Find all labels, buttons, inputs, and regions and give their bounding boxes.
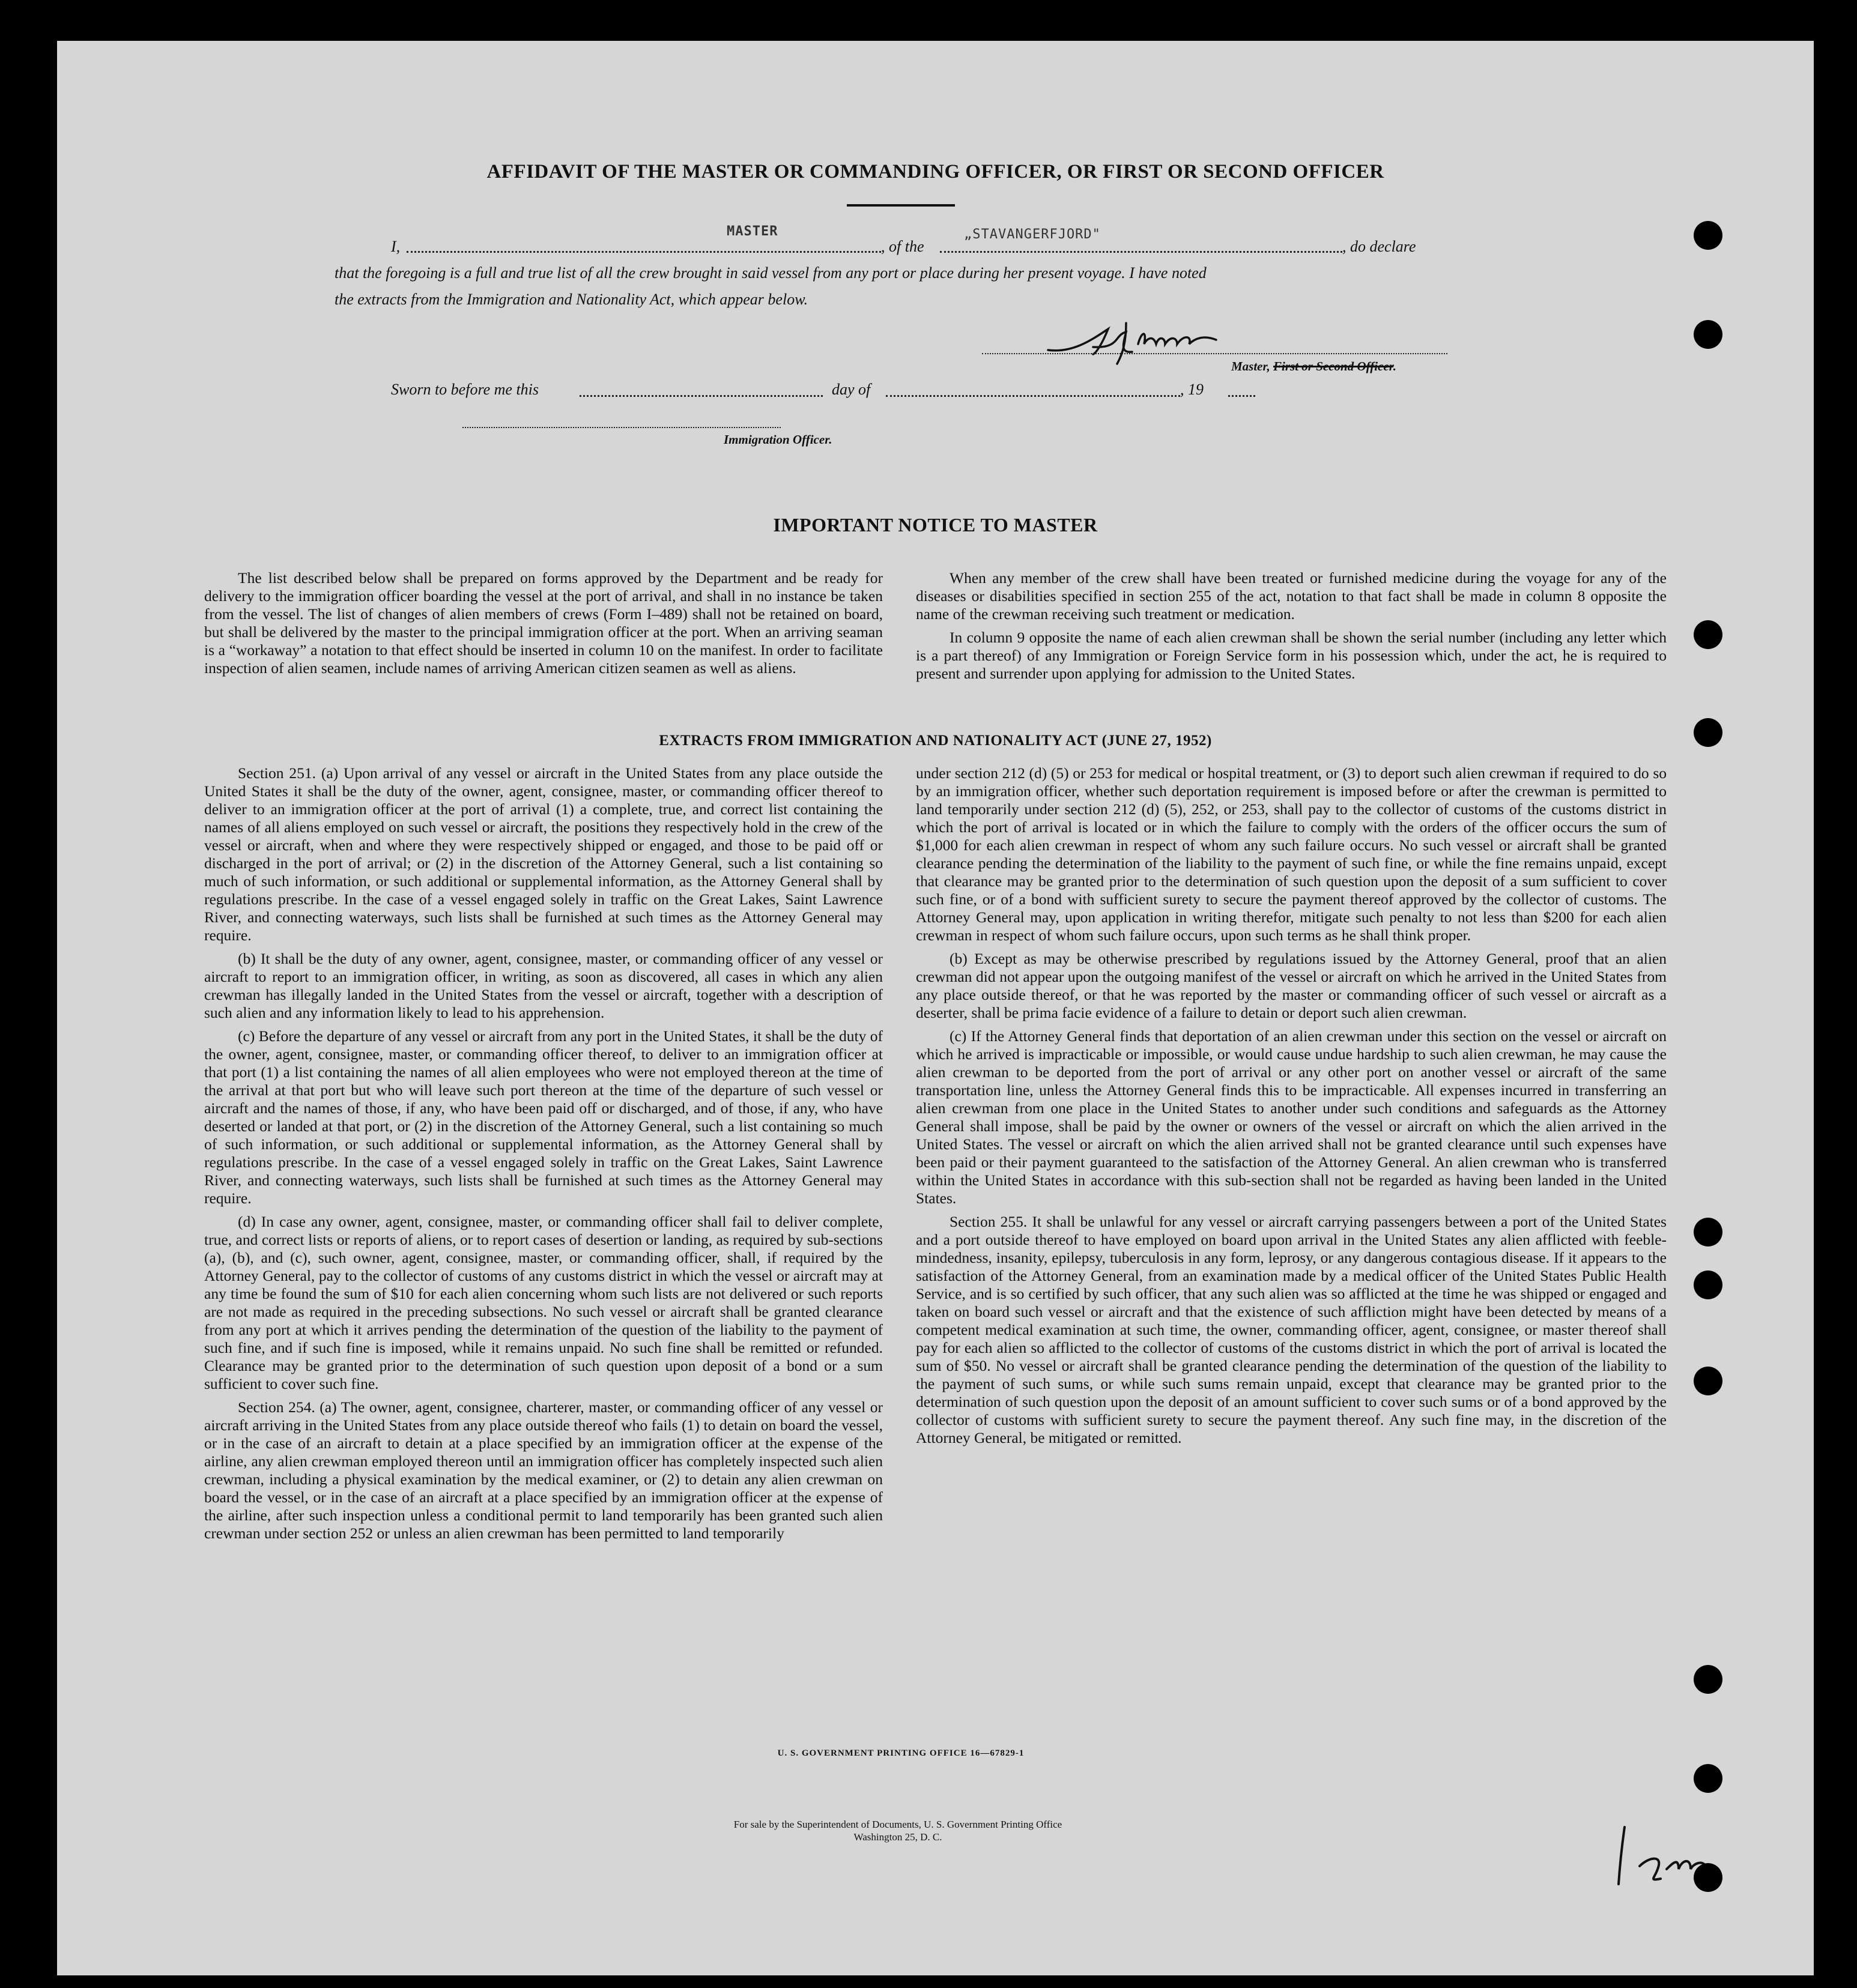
punch-hole <box>1694 620 1722 649</box>
rank-stamp: MASTER <box>727 224 778 239</box>
immigration-officer-label: Immigration Officer. <box>724 432 832 447</box>
sworn-month-blank[interactable] <box>886 395 1180 397</box>
extracts-title: EXTRACTS FROM IMMIGRATION AND NATIONALITY ACT (JUNE 27, 1952) <box>659 733 1212 749</box>
punch-hole <box>1694 1863 1722 1892</box>
declare-suffix: , do declare <box>1342 238 1416 255</box>
declarant-name-blank[interactable] <box>407 251 881 253</box>
signature-role-struck: First or Second Officer <box>1273 359 1393 373</box>
signature-role-suffix: . <box>1393 359 1396 373</box>
sworn-year-blank[interactable] <box>1228 395 1255 397</box>
section-254a-continued: under section 212 (d) (5) or 253 for medical or hospital treatment, or (3) to deport such alien crewman if required to do so by an immigration officer, whether such deportation requirement is imposed before or after the crewman is permitted to land temporarily under section 212 (d) (5), 252, or 253, shall pay to the collector of customs of the customs district in which the port of arrival is located or in which the failure to comply with the orders of the officer occurs the sum of $1,000 for each alien crewman in respect of whom any such failure occurs. No such vessel or aircraft shall be granted clearance pending the determination of the liability to the payment of such fine, or while the fine remains unpaid, except that clearance may be granted prior to the determination of such question upon the deposit of a sum sufficient to cover such fine, or of a bond with sufficient surety to secure the payment thereof approved by the collector of customs. The Attorney General may, upon application in writing therefor, mitigate such penalty to not less than $200 for each alien crewman in respect of whom such failure occurs, upon such terms as he shall think proper. <box>916 764 1667 944</box>
section-251c: (c) Before the departure of any vessel or aircraft from any port in the United States, it shall be the duty of the owner, agent, consignee, master, or commanding officer thereof, to deliver to an immigration officer at that port (1) a list containing the names of all alien employees who were not employed thereon at the time of the arrival at that port but who will leave such port thereon at the time of the departure of such vessel or aircraft and the names of those, if any, who have been paid off or discharged, and of those, if any, who have deserted or landed at that port, or (2) in the discretion of the Attorney General, such a list containing so much of such information, or such additional or supplemental information, as the Attorney General shall by regulations prescribe. In the case of a vessel engaged solely in traffic on the Great Lakes, Saint Lawrence River, and connecting waterways, such lists shall be furnished at such times as the Attorney General may require. <box>204 1027 883 1207</box>
signature-line <box>982 353 1447 354</box>
section-251d: (d) In case any owner, agent, consignee, master, or commanding officer shall fail to deliver complete, true, and correct lists or reports of aliens, or to report cases of desertion or landing, as required by sub-sections (a), (b), and (c), such owner, agent, consignee, master, or commanding officer, shall, if required by the Attorney General, pay to the collector of customs of any customs district in which the vessel or aircraft may at any time be found the sum of $10 for each alien concerning whom such lists are not delivered or such reports are not made as required in the preceding subsections. No such vessel or aircraft shall be granted clearance from any port at which it arrives pending the determination of the question of the liability to the payment of such fine, and if such fine is imposed, while it remains unpaid. No such fine shall be remitted or refunded. Clearance may be granted prior to the determination of such question upon deposit of a bond or a sum sufficient to cover such fine. <box>204 1213 883 1392</box>
notice-left-paragraph: The list described below shall be prepared on forms approved by the Department and be ready for delivery to the immigration officer boarding the vessel at the port of arrival, and shall in no instance be taken from the vessel. The list of changes of alien members of crews (Form I–489) shall not be retained on board, but shall be delivered by the master to the principal immigration officer at the port. When an arriving seaman is a “workaway” a notation to that effect should be inserted in column 10 on the manifest. In order to facilitate inspection of alien seamen, include names of arriving American citizen seamen as well as aliens. <box>204 569 883 677</box>
notice-right-column <box>916 569 1667 688</box>
sworn-date-blank[interactable] <box>580 395 823 397</box>
vessel-prefix: , of the <box>881 238 924 255</box>
punch-hole <box>1694 1764 1722 1793</box>
immigration-officer-line[interactable] <box>462 427 781 428</box>
sale-notice-line2: Washington 25, D. C. <box>853 1831 942 1843</box>
punch-hole <box>1694 1665 1722 1694</box>
affidavit-statement-line2: the extracts from the Immigration and Nationality Act, which appear below. <box>335 291 808 308</box>
affidavit-statement-line1: that the foregoing is a full and true list of all the crew brought in said vessel from any port or place during her present voyage. I have noted <box>335 264 1207 282</box>
notice-title: IMPORTANT NOTICE TO MASTER <box>773 514 1098 536</box>
affidavit-title: AFFIDAVIT OF THE MASTER OR COMMANDING OFFICER, OR FIRST OR SECOND OFFICER <box>486 161 1384 183</box>
punch-hole <box>1694 221 1722 250</box>
sale-notice <box>598 1818 1198 1843</box>
notice-left-column <box>204 569 883 683</box>
printing-office-note: U. S. GOVERNMENT PRINTING OFFICE 16—67829-1 <box>777 1748 1025 1758</box>
extracts-left-column <box>204 764 883 1548</box>
notice-right-paragraph-1: When any member of the crew shall have been treated or furnished medicine during the voyage for any of the diseases or disabilities specified in section 255 of the act, notation to that fact shall be made in column 8 opposite the name of the crewman receiving such treatment or medication. <box>916 569 1667 623</box>
punch-hole <box>1694 320 1722 349</box>
sworn-prefix: Sworn to before me this <box>391 381 539 398</box>
vessel-name-blank[interactable] <box>940 251 1342 253</box>
section-251b: (b) It shall be the duty of any owner, agent, consignee, master, or commanding officer of any vessel or aircraft to report to an immigration officer, in writing, as soon as discovered, all cases in which any alien crewman has illegally landed in the United States from the vessel or aircraft, together with a description of such alien and any information likely to lead to his apprehension. <box>204 950 883 1021</box>
section-254b: (b) Except as may be otherwise prescribed by regulations issued by the Attorney General, proof that an alien crewman did not appear upon the outgoing manifest of the vessel or aircraft on which he arrived in the United States from any place outside thereof, or that he was reported by the master or commanding officer of such vessel or aircraft as a deserter, shall be prima facie evidence of a failure to detain or deport such alien crewman. <box>916 950 1667 1021</box>
sworn-day-of: day of <box>832 381 871 398</box>
extracts-right-column <box>916 764 1667 1452</box>
signature-role-prefix: Master, <box>1231 359 1274 373</box>
section-251a: Section 251. (a) Upon arrival of any vessel or aircraft in the United States from any place outside the United States it shall be the duty of the owner, agent, consignee, master, or commanding officer thereof to deliver to an immigration officer at the port of arrival (1) a complete, true, and correct list containing the names of all aliens employed on such vessel or aircraft, the positions they respectively hold in the crew of the vessel or aircraft, when and where they were respectively shipped or engaged, and those to be paid off or discharged in the port of arrival; or (2) in the discretion of the Attorney General, such a list containing so much of such information, or such additional or supplemental information, as the Attorney General shall by regulations prescribe. In the case of a vessel engaged solely in traffic on the Great Lakes, Saint Lawrence River, and connecting waterways, such lists shall be furnished at such times as the Attorney General may require. <box>204 764 883 944</box>
section-254a: Section 254. (a) The owner, agent, consignee, charterer, master, or commanding officer of any vessel or aircraft arriving in the United States from any place outside thereof who fails (1) to detain on board the vessel, or in the case of an aircraft to detain at a place specified by an immigration officer at the expense of the airline, any alien crewman employed thereon until an immigration officer has completely inspected such alien crewman, including a physical examination by the medical examiner, or (2) to detain any alien crewman on board the vessel, or in the case of an aircraft at a place specified by an immigration officer at the expense of the airline, after such inspection unless a conditional permit to land temporarily has been granted such alien crewman under section 252 or unless an alien crewman has been permitted to land temporarily <box>204 1398 883 1542</box>
vessel-stamp: „STAVANGERFJORD" <box>964 227 1101 242</box>
punch-hole <box>1694 1367 1722 1395</box>
punch-hole <box>1694 1218 1722 1246</box>
section-254c: (c) If the Attorney General finds that deportation of an alien crewman under this section on the vessel or aircraft on which he arrived is impracticable or impossible, or would cause undue hardship to such alien crewman, he may cause the alien crewman to be deported from the port of arrival or any other port on another vessel or aircraft of the same transportation line, unless the Attorney General finds this to be impracticable. All expenses incurred in transferring an alien crewman from one place in the United States to another under such conditions and safeguards as the Attorney General shall impose, shall be paid by the owner or owners of the vessel or aircraft on which the alien arrived in the United States. The vessel or aircraft on which the alien arrived shall not be granted clearance until such expenses have been paid or their payment guaranteed to the satisfaction of the Attorney General. An alien crewman who is transferred within the United States in accordance with this sub-section shall not be regarded as having been landed in the United States. <box>916 1027 1667 1207</box>
sworn-year: , 19 <box>1180 381 1204 398</box>
sale-notice-line1: For sale by the Superintendent of Documents, U. S. Government Printing Office <box>733 1819 1062 1830</box>
signature-role <box>1231 359 1396 374</box>
declarant-prefix: I, <box>391 238 401 255</box>
punch-hole <box>1694 718 1722 747</box>
notice-right-paragraph-2: In column 9 opposite the name of each alien crewman shall be shown the serial number (including any letter which is a part thereof) of any Immigration or Foreign Service form in his possession which, under the act, he is required to present and surrender upon applying for admission to the United States. <box>916 629 1667 682</box>
document-page <box>57 41 1814 1975</box>
master-signature <box>1036 317 1228 365</box>
section-255: Section 255. It shall be unlawful for any vessel or aircraft carrying passengers between a port of the United States and a port outside thereof to have employed on board upon arrival in the United States any alien afflicted with feeble-mindedness, insanity, epilepsy, tuberculosis in any form, leprosy, or any dangerous contagious disease. If it appears to the satisfaction of the Attorney General, from an examination made by a medical officer of the United States Public Health Service, and is so certified by such officer, that any such alien was so afflicted at the time he was shipped or engaged and taken on board such vessel or aircraft and that the existence of such affliction might have been detected by means of a competent medical examination at such time, the owner, commanding officer, agent, consignee, or master thereof shall pay for each alien so afflicted to the collector of customs of the customs district in which the port of arrival is located the sum of $50. No vessel or aircraft shall be granted clearance pending the determination of the question of the liability to the payment of such sums, or while such sums remain unpaid, except that clearance may be granted prior to the determination of such question upon the deposit of an amount sufficient to cover such sums or of a bond approved by the collector of customs with sufficient surety to secure the payment thereof. Any such fine may, in the discretion of the Attorney General, be mitigated or remitted. <box>916 1213 1667 1446</box>
punch-hole <box>1694 1270 1722 1299</box>
title-rule <box>847 204 955 207</box>
